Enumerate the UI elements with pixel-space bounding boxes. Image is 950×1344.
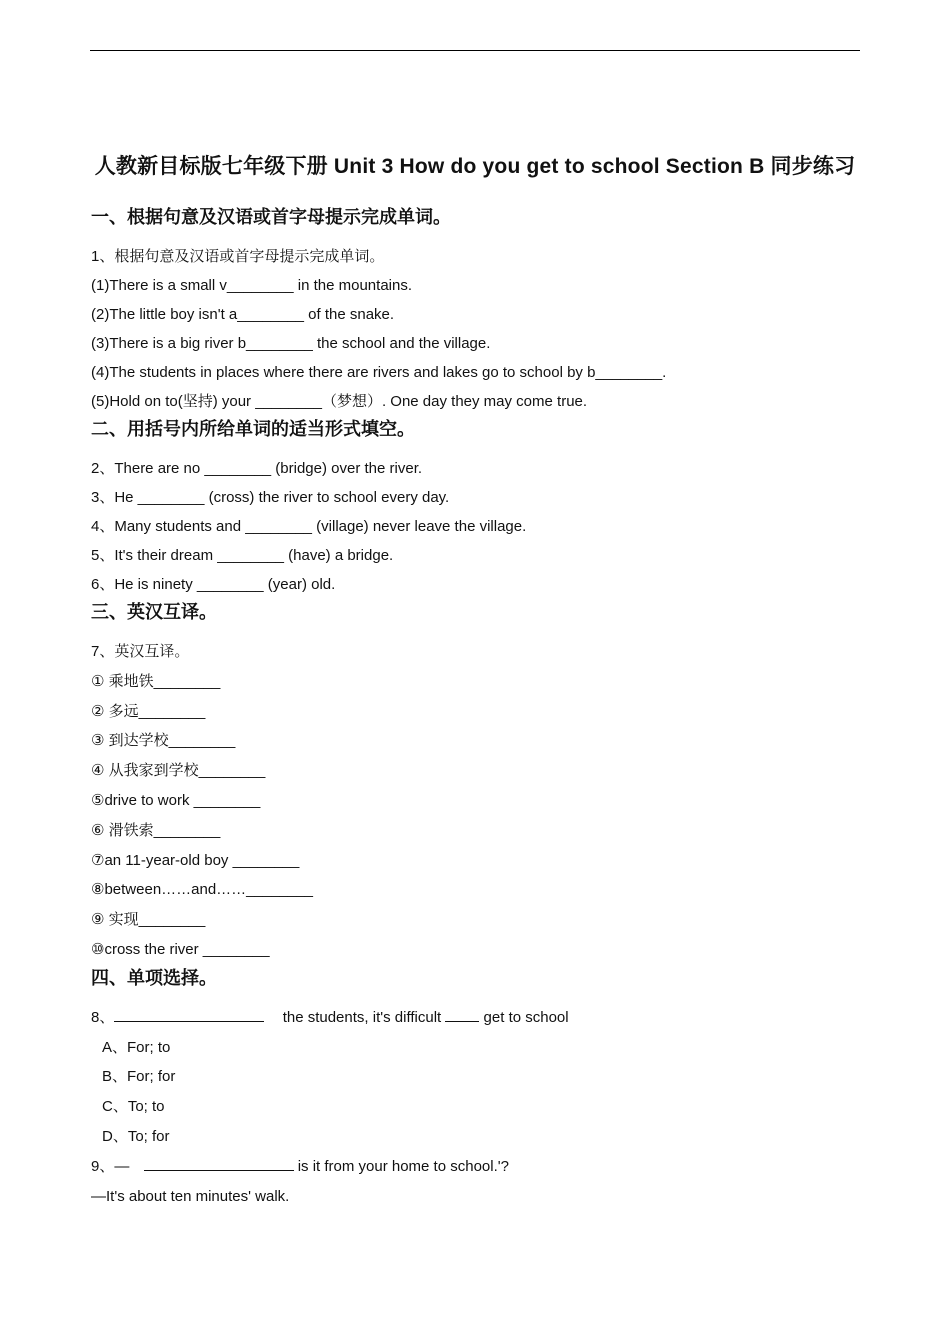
- question-9-answer: —It's about ten minutes' walk.: [91, 1187, 290, 1205]
- question-1-item: (1)There is a small v________ in the mountains.: [91, 277, 413, 294]
- question-9-number: 9、—: [91, 1157, 130, 1175]
- question-7-prompt: 7、英汉互译。: [91, 643, 190, 660]
- question-1-item: (4)The students in places where there are rivers and lakes go to school by b________.: [91, 364, 667, 381]
- option-b: B、For; for: [102, 1068, 176, 1086]
- question-4: 4、Many students and ________ (village) never leave the village.: [91, 518, 527, 535]
- question-8-text-a: the students, it's difficult: [282, 1008, 442, 1026]
- option-c: C、To; to: [102, 1098, 165, 1116]
- question-9-stem: [91, 1152, 871, 1182]
- section-3-heading: 三、英汉互译。: [91, 602, 217, 622]
- section-4-heading: 四、单项选择。: [91, 967, 217, 988]
- question-7-item: ② 多远________: [91, 702, 206, 720]
- answer-blank: [144, 1156, 294, 1171]
- section-1-heading: 一、根据句意及汉语或首字母提示完成单词。: [91, 207, 451, 227]
- section-2-heading: 二、用括号内所给单词的适当形式填空。: [91, 419, 415, 439]
- question-7-item: ⑦an 11-year-old boy ________: [91, 851, 300, 869]
- question-7-item: ⑧between……and……________: [91, 881, 313, 899]
- answer-blank: [114, 1007, 264, 1022]
- question-7-item: ④ 从我家到学校________: [91, 762, 266, 780]
- option-d: D、To; for: [102, 1127, 170, 1145]
- question-7-item: ③ 到达学校________: [91, 732, 236, 750]
- question-5: 5、It's their dream ________ (have) a bridge.: [91, 547, 394, 564]
- question-7-item: ⑥ 滑铁索________: [91, 821, 221, 839]
- question-7-item: ① 乘地铁________: [91, 672, 221, 690]
- question-6: 6、He is ninety ________ (year) old.: [91, 576, 336, 593]
- question-2: 2、There are no ________ (bridge) over the river.: [91, 460, 423, 477]
- question-1-item: (2)The little boy isn't a________ of the snake.: [91, 306, 395, 323]
- question-9-text: is it from your home to school.'?: [297, 1157, 509, 1175]
- question-1-prompt: 1、根据句意及汉语或首字母提示完成单词。: [91, 248, 385, 265]
- answer-blank: [445, 1007, 479, 1022]
- worksheet-body: [91, 204, 871, 1211]
- question-7-item: ⑩cross the river ________: [91, 940, 270, 958]
- option-a: A、For; to: [102, 1038, 171, 1056]
- header-rule: [90, 50, 860, 51]
- question-7-item: ⑨ 实现________: [91, 911, 206, 929]
- question-8-number: 8、: [91, 1008, 115, 1026]
- worksheet-title: 人教新目标版七年级下册 Unit 3 How do you get to school Section B 同步练习: [94, 155, 856, 178]
- question-8-stem: [91, 1003, 871, 1033]
- question-1-item: (3)There is a big river b________ the school and the village.: [91, 335, 491, 352]
- question-3: 3、He ________ (cross) the river to school every day.: [91, 489, 450, 506]
- question-8-text-b: get to school: [483, 1008, 569, 1026]
- question-1-item: (5)Hold on to(坚持) your ________（梦想）. One day they may come true.: [91, 393, 588, 410]
- question-7-item: ⑤drive to work ________: [91, 791, 261, 809]
